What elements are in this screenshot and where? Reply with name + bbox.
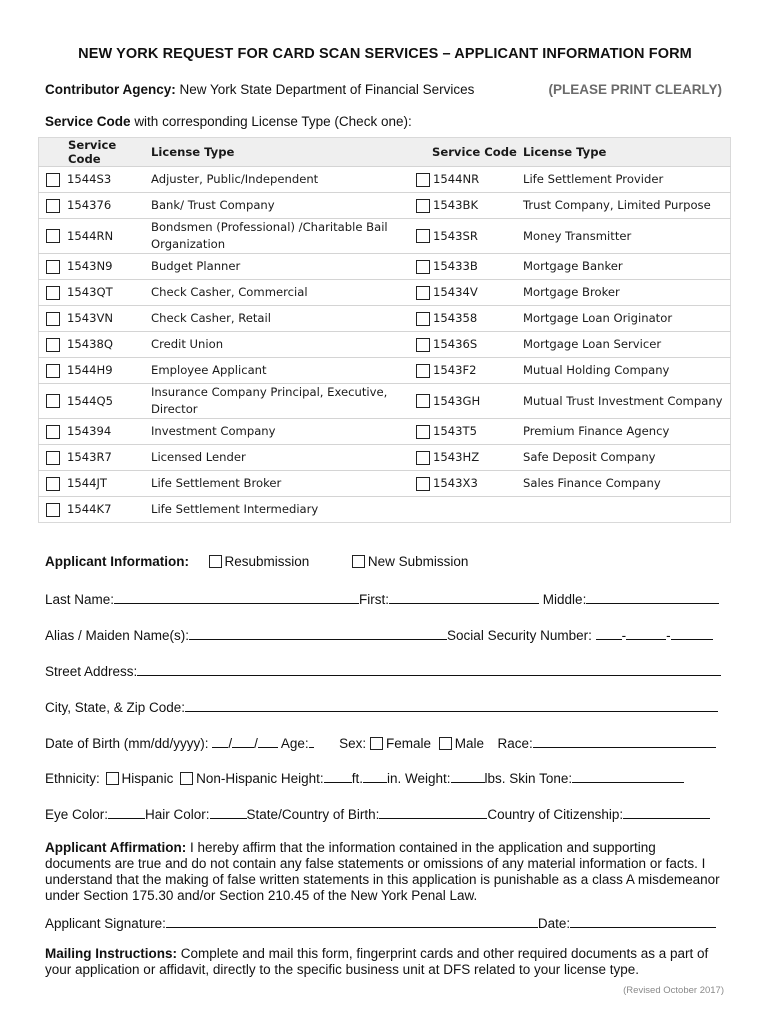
ssn-field-part2[interactable] <box>626 626 666 640</box>
service-code-left: 1543VN <box>67 306 151 332</box>
checkbox-left[interactable] <box>46 199 60 213</box>
checkbox-left-cell <box>39 193 68 219</box>
checkbox-left[interactable] <box>46 394 60 408</box>
table-row <box>39 254 731 280</box>
checkbox-right[interactable] <box>416 199 430 213</box>
checkbox-left[interactable] <box>46 173 60 187</box>
license-type-left: Life Settlement Intermediary <box>151 497 409 523</box>
contributor-agency-value: New York State Department of Financial Services <box>179 82 475 97</box>
resubmission-label: Resubmission <box>224 554 310 569</box>
checkbox-left-cell <box>39 384 68 419</box>
service-code-left: 1543QT <box>67 280 151 306</box>
checkbox-right[interactable] <box>416 364 430 378</box>
ethnicity-row <box>45 769 725 786</box>
service-code-left: 1544Q5 <box>67 384 151 419</box>
license-type-left: Insurance Company Principal, Executive, Director <box>151 384 409 419</box>
service-code-right: 1543T5 <box>433 419 523 445</box>
checkbox-right[interactable] <box>416 312 430 326</box>
service-code-left: 1544H9 <box>67 358 151 384</box>
print-clearly-note: (PLEASE PRINT CLEARLY) <box>548 82 722 97</box>
female-checkbox[interactable] <box>370 737 383 750</box>
height-ft-field[interactable] <box>324 769 352 783</box>
checkbox-right-cell <box>409 419 433 445</box>
checkbox-left-cell <box>39 471 68 497</box>
service-code-right: 1543GH <box>433 384 523 419</box>
service-code-left: 154394 <box>67 419 151 445</box>
non-hispanic-label: Non-Hispanic <box>196 771 278 786</box>
service-code-left: 154376 <box>67 193 151 219</box>
service-code-label: Service Code <box>45 114 131 129</box>
service-code-right <box>433 497 523 523</box>
date-field[interactable] <box>570 914 716 928</box>
license-type-right: Trust Company, Limited Purpose <box>523 193 731 219</box>
table-row <box>39 384 731 419</box>
sex-label: Sex: <box>339 736 367 751</box>
table-row <box>39 280 731 306</box>
header-license-type-1: License Type <box>151 138 409 167</box>
affirmation-text: I hereby affirm that the information contained in the application and supporting documents are true and do not contain any false statements or omissions of any material information or facts. I understand that the making of false written statements in this application is punishable as a class A misdemeanor under Section 175.30 and/or Section 210.45 of the New York Penal Law. <box>45 840 720 903</box>
table-row <box>39 306 731 332</box>
skin-tone-label: Skin Tone: <box>509 771 573 786</box>
license-type-left: Bank/ Trust Company <box>151 193 409 219</box>
checkbox-left[interactable] <box>46 477 60 491</box>
license-type-left: Employee Applicant <box>151 358 409 384</box>
form-title: NEW YORK REQUEST FOR CARD SCAN SERVICES – APPLICANT INFORMATION FORM <box>78 46 692 62</box>
checkbox-left[interactable] <box>46 503 60 517</box>
race-field[interactable] <box>533 734 716 748</box>
service-code-right: 1543X3 <box>433 471 523 497</box>
license-type-left: Licensed Lender <box>151 445 409 471</box>
checkbox-right[interactable] <box>416 229 430 243</box>
signature-row <box>45 914 725 931</box>
eye-row <box>45 805 725 822</box>
checkbox-right-cell <box>409 167 433 193</box>
license-type-left: Life Settlement Broker <box>151 471 409 497</box>
license-type-right: Mortgage Banker <box>523 254 731 280</box>
checkbox-right[interactable] <box>416 173 430 187</box>
checkbox-left-cell <box>39 167 68 193</box>
non-hispanic-checkbox[interactable] <box>180 772 193 785</box>
table-row <box>39 193 731 219</box>
citizenship-label: Country of Citizenship: <box>487 807 624 822</box>
mailing-label: Mailing Instructions: <box>45 946 178 961</box>
checkbox-left[interactable] <box>46 425 60 439</box>
hair-color-field[interactable] <box>210 805 247 819</box>
license-type-right: Mutual Trust Investment Company <box>523 384 731 419</box>
service-code-right: 1544NR <box>433 167 523 193</box>
checkbox-left-cell <box>39 419 68 445</box>
license-type-left: Adjuster, Public/Independent <box>151 167 409 193</box>
mailing-text: Complete and mail this form, fingerprint cards and other required documents as a part of your application or affidavit, directly to the specific business unit at DFS related to your license type. <box>45 946 709 977</box>
table-row <box>39 445 731 471</box>
mailing-paragraph <box>45 946 725 978</box>
license-type-left: Budget Planner <box>151 254 409 280</box>
resubmission-checkbox[interactable] <box>209 555 222 568</box>
service-code-left: 1544S3 <box>67 167 151 193</box>
checkbox-left-cell <box>39 497 68 523</box>
table-row <box>39 332 731 358</box>
eye-color-field[interactable] <box>108 805 145 819</box>
checkbox-right[interactable] <box>416 451 430 465</box>
checkbox-right[interactable] <box>416 338 430 352</box>
middle-name-field[interactable] <box>586 590 719 604</box>
dob-row: Date of Birth (mm/dd/yyyy): / / Age: Sex: Female Male Race: <box>45 734 725 751</box>
alias-field[interactable] <box>189 626 447 640</box>
checkbox-left[interactable] <box>46 229 60 243</box>
checkbox-left[interactable] <box>46 260 60 274</box>
signature-field[interactable] <box>166 914 538 928</box>
table-row <box>39 219 731 254</box>
service-code-left: 1544JT <box>67 471 151 497</box>
table-row <box>39 419 731 445</box>
checkbox-left-cell <box>39 332 68 358</box>
table-row <box>39 167 731 193</box>
table-header-row <box>39 138 731 167</box>
date-label: Date: <box>537 916 571 931</box>
checkbox-right[interactable] <box>416 477 430 491</box>
license-type-right: Safe Deposit Company <box>523 445 731 471</box>
license-type-right: Mutual Holding Company <box>523 358 731 384</box>
city-label: City, State, & Zip Code: <box>45 700 186 715</box>
height-ft-unit: ft. <box>351 771 363 786</box>
checkbox-left[interactable] <box>46 312 60 326</box>
checkbox-right[interactable] <box>416 286 430 300</box>
contributor-agency-label: Contributor Agency: <box>45 82 176 97</box>
checkbox-right[interactable] <box>416 425 430 439</box>
checkbox-left-cell <box>39 219 68 254</box>
table-row <box>39 358 731 384</box>
license-type-right: Mortgage Loan Originator <box>523 306 731 332</box>
city-field[interactable] <box>185 698 718 712</box>
license-type-right: Money Transmitter <box>523 219 731 254</box>
hispanic-label: Hispanic <box>121 771 174 786</box>
checkbox-right-cell <box>409 193 433 219</box>
checkbox-left-cell <box>39 358 68 384</box>
checkbox-right-cell <box>409 280 433 306</box>
license-type-right: Life Settlement Provider <box>523 167 731 193</box>
contributor-agency <box>45 82 474 97</box>
height-in-field[interactable] <box>363 769 387 783</box>
last-name-field[interactable] <box>114 590 359 604</box>
service-code-table <box>38 137 731 523</box>
applicant-info-row <box>45 554 725 569</box>
service-code-right: 1543HZ <box>433 445 523 471</box>
service-code-rows <box>39 167 731 523</box>
birth-place-label: State/Country of Birth: <box>246 807 380 822</box>
male-checkbox[interactable] <box>439 737 452 750</box>
header-service-code-2: Service Code <box>409 138 523 167</box>
eye-color-label: Eye Color: <box>45 807 109 822</box>
race-label: Race: <box>497 736 533 751</box>
street-row <box>45 662 725 679</box>
service-code-text: with corresponding License Type (Check one): <box>134 114 412 129</box>
hispanic-checkbox[interactable] <box>106 772 119 785</box>
ssn-field-part1[interactable] <box>596 626 622 640</box>
citizenship-field[interactable] <box>623 805 710 819</box>
checkbox-right-cell <box>409 332 433 358</box>
hair-color-label: Hair Color: <box>145 807 210 822</box>
table-row <box>39 497 731 523</box>
license-type-left: Investment Company <box>151 419 409 445</box>
license-type-left: Bondsmen (Professional) /Charitable Bail Organization <box>151 219 409 254</box>
checkbox-left[interactable] <box>46 364 60 378</box>
checkbox-left-cell <box>39 280 68 306</box>
age-label: Age: <box>280 736 309 751</box>
applicant-info-label: Applicant Information: <box>45 554 189 569</box>
header-license-type-2: License Type <box>523 138 731 167</box>
license-type-left: Credit Union <box>151 332 409 358</box>
license-type-right: Premium Finance Agency <box>523 419 731 445</box>
service-code-instruction <box>45 114 412 129</box>
service-code-right: 154358 <box>433 306 523 332</box>
service-code-right: 15436S <box>433 332 523 358</box>
checkbox-right[interactable] <box>416 260 430 274</box>
service-code-left: 1543N9 <box>67 254 151 280</box>
dob-day-field[interactable] <box>232 734 254 748</box>
service-code-right: 1543BK <box>433 193 523 219</box>
license-type-right: Sales Finance Company <box>523 471 731 497</box>
female-label: Female <box>385 736 431 751</box>
checkbox-left-cell <box>39 445 68 471</box>
height-label: Height: <box>280 771 324 786</box>
table-row <box>39 471 731 497</box>
checkbox-right-cell <box>409 497 433 523</box>
service-code-right: 1543SR <box>433 219 523 254</box>
checkbox-left-cell <box>39 306 68 332</box>
checkbox-right-cell <box>409 445 433 471</box>
affirmation-paragraph <box>45 840 725 904</box>
street-field[interactable] <box>137 662 721 676</box>
ssn-label: Social Security Number: <box>447 628 592 643</box>
service-code-left: 1544K7 <box>67 497 151 523</box>
male-label: Male <box>454 736 484 751</box>
checkbox-right-cell <box>409 219 433 254</box>
affirmation-label: Applicant Affirmation: <box>45 840 187 855</box>
first-name-field[interactable] <box>389 590 539 604</box>
name-row <box>45 590 725 607</box>
new-submission-checkbox[interactable] <box>352 555 365 568</box>
service-code-left: 1544RN <box>67 219 151 254</box>
checkbox-left[interactable] <box>46 338 60 352</box>
alias-row: Alias / Maiden Name(s): Social Security Number: - - <box>45 626 725 643</box>
first-name-label: First: <box>359 592 390 607</box>
checkbox-left-cell <box>39 254 68 280</box>
weight-label: Weight: <box>404 771 451 786</box>
skin-tone-field[interactable] <box>572 769 684 783</box>
middle-name-label: Middle: <box>542 592 587 607</box>
ssn-field-part3[interactable] <box>671 626 713 640</box>
checkbox-left[interactable] <box>46 451 60 465</box>
service-code-right: 1543F2 <box>433 358 523 384</box>
weight-field[interactable] <box>451 769 485 783</box>
age-field[interactable] <box>309 734 314 748</box>
license-type-right: Mortgage Broker <box>523 280 731 306</box>
checkbox-right-cell <box>409 358 433 384</box>
service-code-left: 1543R7 <box>67 445 151 471</box>
street-label: Street Address: <box>45 664 138 679</box>
license-type-left: Check Casher, Retail <box>151 306 409 332</box>
license-type-left: Check Casher, Commercial <box>151 280 409 306</box>
signature-label: Applicant Signature: <box>45 916 166 931</box>
checkbox-left[interactable] <box>46 286 60 300</box>
checkbox-right-cell <box>409 471 433 497</box>
checkbox-right-cell <box>409 254 433 280</box>
dob-month-field[interactable] <box>212 734 228 748</box>
revision-date: (Revised October 2017) <box>623 985 724 996</box>
dob-label: Date of Birth (mm/dd/yyyy): <box>45 736 209 751</box>
license-type-right <box>523 497 731 523</box>
city-row <box>45 698 725 715</box>
dob-year-field[interactable] <box>258 734 278 748</box>
last-name-label: Last Name: <box>45 592 115 607</box>
checkbox-right-cell <box>409 384 433 419</box>
service-code-left: 15438Q <box>67 332 151 358</box>
license-type-right: Mortgage Loan Servicer <box>523 332 731 358</box>
ethnicity-label: Ethnicity: <box>45 771 100 786</box>
header-service-code-1: Service Code <box>39 138 152 167</box>
height-in-unit: in. <box>386 771 402 786</box>
birth-place-field[interactable] <box>379 805 487 819</box>
service-code-right: 15433B <box>433 254 523 280</box>
new-submission-label: New Submission <box>367 554 469 569</box>
alias-label: Alias / Maiden Name(s): <box>45 628 190 643</box>
checkbox-right[interactable] <box>416 394 430 408</box>
service-code-right: 15434V <box>433 280 523 306</box>
weight-unit: lbs. <box>484 771 506 786</box>
checkbox-right-cell <box>409 306 433 332</box>
